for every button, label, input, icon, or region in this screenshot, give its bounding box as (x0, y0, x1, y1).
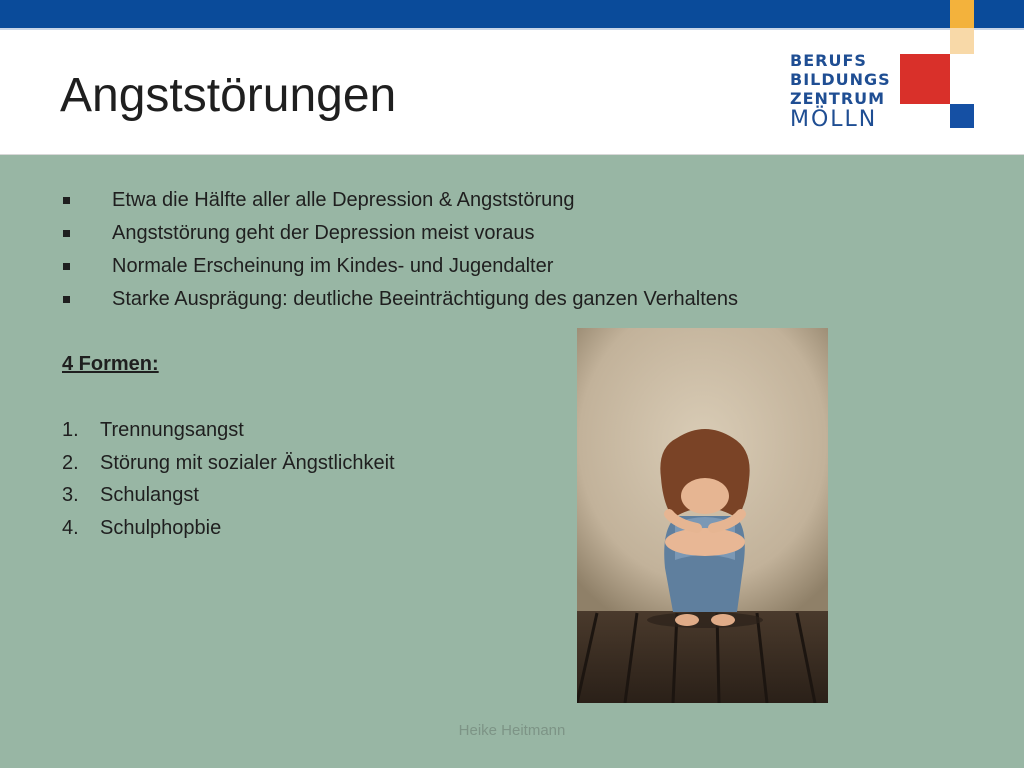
formen-heading: 4 Formen: (62, 353, 159, 375)
formen-item: 4. Schulphopbie (62, 516, 222, 539)
footer-author: Heike Heitmann (458, 722, 566, 739)
logo-square-blue-top (974, 0, 1024, 28)
school-logo (790, 51, 890, 132)
logo-line-4: MÖLLN (790, 107, 878, 132)
bullet-list (62, 184, 738, 316)
logo-line-1: BERUFS (790, 51, 867, 70)
child-photo (577, 328, 828, 703)
logo-line-2: BILDUNGS (790, 70, 891, 89)
formen-list (62, 414, 395, 544)
bullet-item: Etwa die Hälfte aller alle Depression & Angststörung (62, 184, 738, 217)
top-bar (0, 0, 1024, 28)
logo-line-3: ZENTRUM (790, 89, 886, 108)
square-bullet-icon (63, 263, 70, 270)
logo-square-orange (950, 0, 974, 28)
logo-square-red (900, 54, 950, 104)
logo-square-light-orange (950, 28, 974, 54)
square-bullet-icon (63, 197, 70, 204)
slide-title: Angststörungen (60, 69, 397, 122)
bullet-item: Normale Erscheinung im Kindes- und Jugendalter (62, 250, 738, 283)
bullet-item: Starke Ausprägung: deutliche Beeinträchtigung des ganzen Verhaltens (62, 283, 738, 316)
square-bullet-icon (63, 296, 70, 303)
logo-square-blue (950, 104, 974, 128)
sad-child-image (577, 328, 828, 703)
formen-item: 3. Schulangst (62, 484, 199, 506)
square-bullet-icon (63, 230, 70, 237)
bullet-item: Angststörung geht der Depression meist voraus (62, 217, 738, 250)
formen-item: 2. Störung mit sozialer Ängstlichkeit (62, 451, 395, 474)
formen-item: 1. Trennungsangst (62, 419, 244, 441)
